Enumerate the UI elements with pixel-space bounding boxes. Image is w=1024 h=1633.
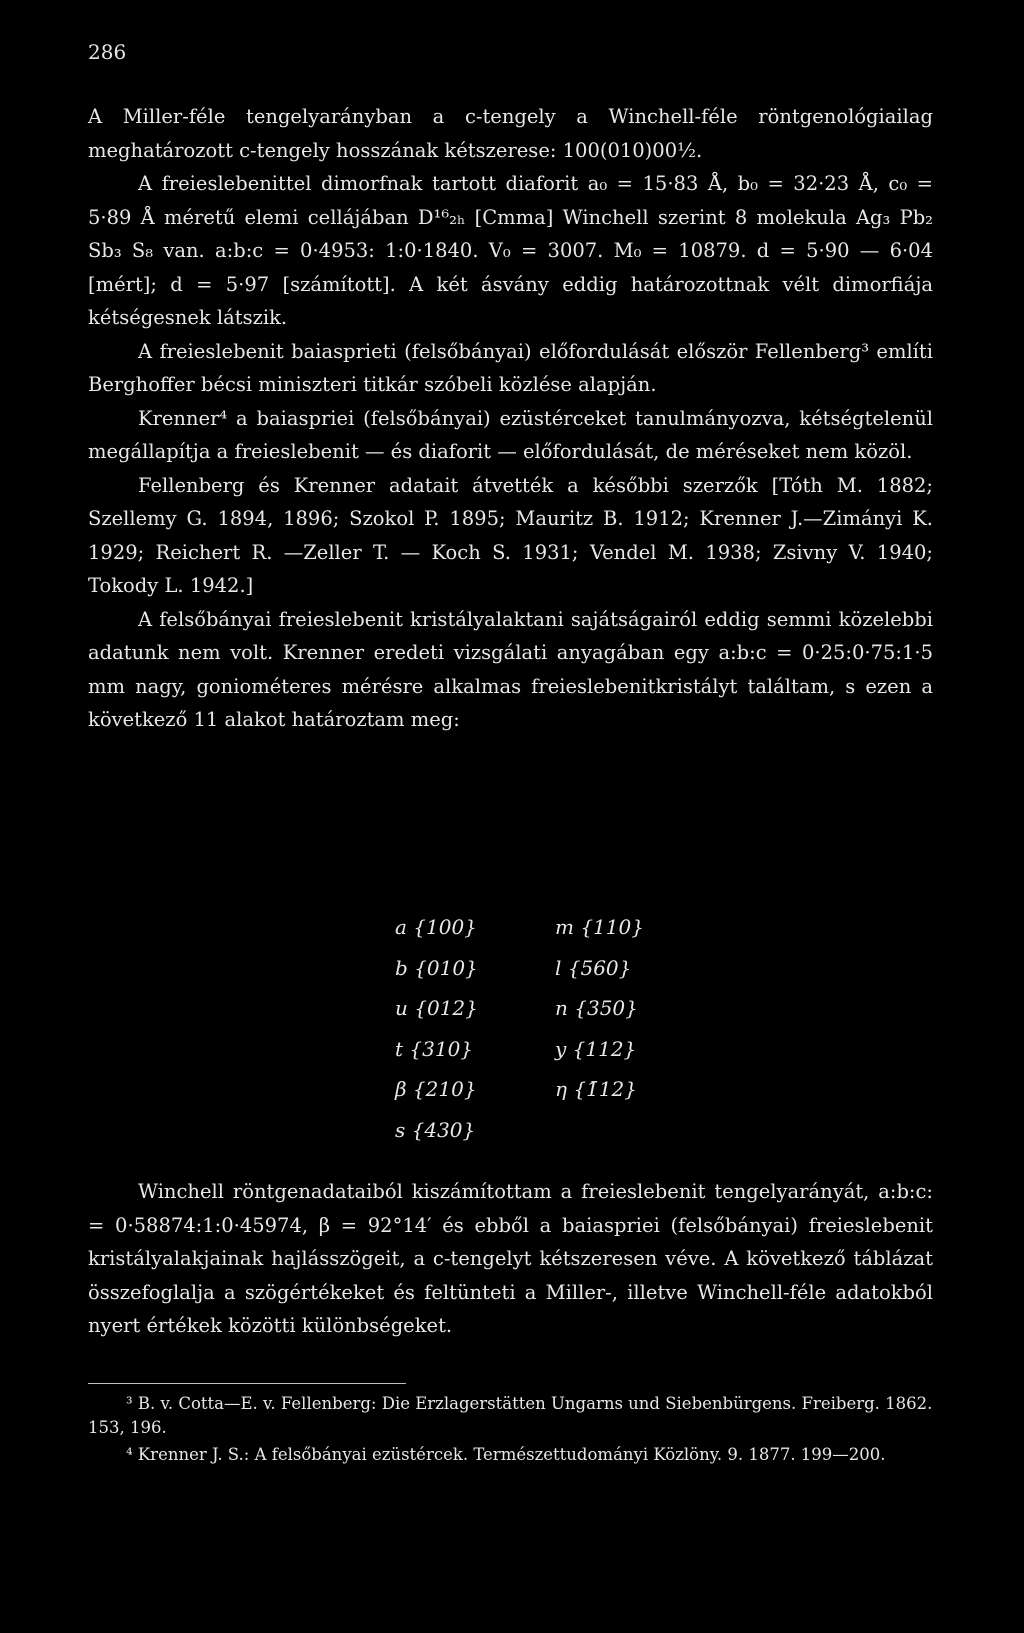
form-right — [555, 1118, 715, 1159]
paragraph-6: A felsőbányai freieslebenit kristályalaktani sajátságairól eddig semmi közelebbi adatunk nem volt. Krenner eredeti vizsgálati anyagában egy a:b:c = 0·25:0·75:1·5 mm nagy, goniométeres mérésre alkalmas freieslebenitkristályt találtam, s ezen a következő 11 alakot határoztam meg: — [88, 607, 933, 731]
form-left: t {310} — [395, 1036, 474, 1061]
body-text-top — [88, 100, 933, 737]
form-left: β {210} — [395, 1077, 477, 1101]
form-right: y {112} — [555, 1036, 637, 1061]
footnotes — [88, 1392, 933, 1467]
form-row — [395, 1037, 815, 1078]
footnote-divider — [88, 1383, 406, 1384]
form-right: η {1̄12} — [555, 1077, 637, 1101]
form-row — [395, 956, 815, 997]
form-right: m {110} — [555, 915, 644, 939]
crystal-forms-list — [395, 915, 815, 1158]
form-left: u {012} — [395, 996, 478, 1020]
form-right: n {350} — [555, 996, 638, 1020]
body-text-bottom — [88, 1175, 933, 1343]
paragraph-5: Fellenberg és Krenner adatait átvették a későbbi szerzők [Tóth M. 1882; Szellemy G. 1894, 1896; Szokol P. 1895; Mauritz B. 1912; Krenner J.—Zimányi K. 1929; Reichert R. —Zeller T. — Koch S. 1931; Vendel M. 1938; Zsivny V. 1940; Tokody L. 1942.] — [88, 473, 933, 597]
page-number: 286 — [88, 40, 127, 64]
form-row — [395, 1118, 815, 1159]
footnote-4: ⁴ Krenner J. S.: A felsőbányai ezüstércek. Természettudományi Közlöny. 9. 1877. 199—200. — [126, 1445, 886, 1464]
footnote-3: ³ B. v. Cotta—E. v. Fellenberg: Die Erzlagerstätten Ungarns und Siebenbürgens. Freiberg. 1862. 153, 196. — [88, 1394, 933, 1437]
paragraph-2: A freieslebenittel dimorfnak tartott diaforit a₀ = 15·83 Å, b₀ = 32·23 Å, c₀ = 5·89 Å méretű elemi cellájában D¹⁶₂ₕ [Cmma] Winchell szerint 8 molekula Ag₃ Pb₂ Sb₃ S₈ van. a:b:c = 0·4953: 1:0·1840. V₀ = 3007. M₀ = 10879. d = 5·90 — 6·04 [mért]; d = 5·97 [számított]. A két ásvány eddig határozottnak vélt dimorfiája kétségesnek látszik. — [88, 172, 933, 329]
form-row — [395, 996, 815, 1037]
form-left: a {100} — [395, 915, 477, 939]
form-right: l {560} — [555, 955, 632, 980]
paragraph-7: Winchell röntgenadataiból kiszámítottam a freieslebenit tengelyarányát, a:b:c: = 0·58874:1:0·45974, β = 92°14′ és ebből a baiasprieі (felsőbányai) freieslebenit kristályalakjainak hajlásszögeit, a c-tengelyt kétszeresen véve. A következő táblázat összefoglalja a szögértékeket és feltünteti a Miller-, illetve Winchell-féle adatokból nyert értékek közötti különbségeket. — [88, 1180, 933, 1337]
paragraph-4: Krenner⁴ a baiaspriei (felsőbányai) ezüstérceket tanulmányozva, kétségtelenül megállapítja a freieslebenit — és diaforit — előfordulását, de méréseket nem közöl. — [88, 406, 933, 463]
paragraph-1: A Miller-féle tengelyarányban a c-tengely a Winchell-féle röntgenológiailag meghatározott c-tengely hosszának kétszerese: 100(010)00½. — [88, 105, 933, 162]
paragraph-3: A freieslebenit baiasprieti (felsőbányai) előfordulását először Fellenberg³ említi Berghoffer bécsi miniszteri titkár szóbeli közlése alapján. — [88, 339, 933, 396]
form-left: s {430} — [395, 1117, 476, 1142]
form-row — [395, 915, 815, 956]
form-row — [395, 1077, 815, 1118]
form-left: b {010} — [395, 955, 478, 980]
